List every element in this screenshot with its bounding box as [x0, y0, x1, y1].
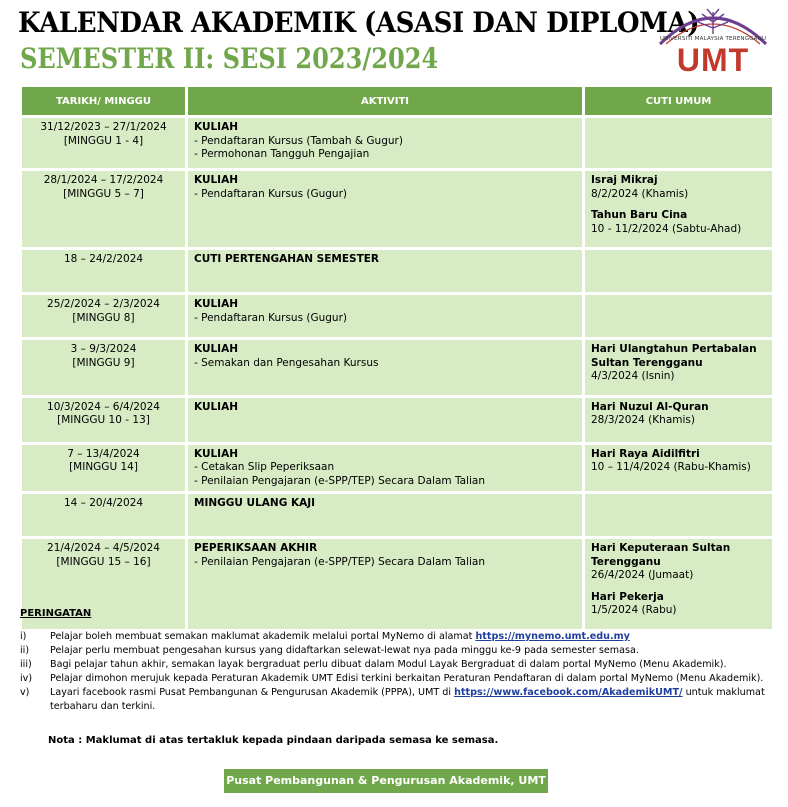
note-text-wrap	[50, 686, 780, 714]
activity-title: KULIAH	[194, 343, 238, 355]
holiday-name: Hari Ulangtahun Pertabalan Sultan Terengganu	[591, 343, 757, 369]
note-item	[20, 630, 780, 644]
activity-item: - Permohonan Tangguh Pengajian	[194, 148, 370, 160]
holiday-cell	[585, 171, 772, 247]
note-item	[20, 672, 780, 686]
holiday-date: 10 - 11/2/2024 (Sabtu-Ahad)	[591, 222, 742, 235]
date-cell	[22, 340, 185, 395]
note-number: iii)	[20, 659, 32, 670]
note-text: Pelajar boleh membuat semakan maklumat akademik melalui portal MyNemo di alamat	[50, 631, 476, 642]
date-range: 3 – 9/3/2024	[70, 343, 137, 355]
date-cell	[22, 445, 185, 492]
note-text-wrap	[50, 658, 780, 672]
date-cell	[22, 494, 185, 536]
date-range: 10/3/2024 – 6/4/2024	[47, 400, 160, 413]
footer-banner: Pusat Pembangunan & Pengurusan Akademik, UMT	[224, 769, 548, 793]
holiday-cell	[585, 295, 772, 337]
holiday-cell	[585, 250, 772, 292]
activity-item: - Pendaftaran Kursus (Gugur)	[194, 187, 347, 200]
date-range: 7 – 13/4/2024	[67, 447, 140, 460]
activity-cell	[188, 118, 582, 168]
activity-item: - Penilaian Pengajaran (e-SPP/TEP) Secara Dalam Talian	[194, 555, 485, 568]
holiday-date: 28/3/2024 (Khamis)	[591, 414, 695, 426]
activity-cell	[188, 295, 582, 337]
holiday-name: Hari Pekerja	[591, 590, 664, 603]
holiday-date: 4/3/2024 (Isnin)	[591, 370, 675, 382]
week-label: [MINGGU 14]	[69, 461, 138, 473]
date-cell	[22, 295, 185, 337]
table-header-row	[22, 87, 772, 115]
activity-title: MINGGU ULANG KAJI	[194, 497, 316, 509]
note-number: iv)	[20, 673, 33, 684]
holiday-cell	[585, 118, 772, 168]
holiday-entry	[591, 542, 766, 583]
activity-item: - Pendaftaran Kursus (Tambah & Gugur)	[194, 134, 403, 147]
table-row	[22, 250, 772, 292]
note-text-wrap	[50, 644, 780, 658]
note-text: Bagi pelajar tahun akhir, semakan layak bergraduat perlu dibuat dalam Modul Layak Bergraduat di dalam portal MyNemo (Menu Akademik).	[50, 659, 727, 670]
table-row	[22, 171, 772, 247]
date-range: 14 – 20/4/2024	[63, 497, 144, 509]
activity-cell	[188, 445, 582, 492]
note-number: v)	[20, 687, 30, 698]
holiday-date: 1/5/2024 (Rabu)	[591, 604, 677, 616]
umt-logo	[652, 0, 774, 78]
activity-title: KULIAH	[194, 174, 238, 186]
week-label: [MINGGU 10 - 13]	[57, 414, 150, 426]
holiday-name: Israj Mikraj	[591, 174, 658, 186]
date-cell	[22, 398, 185, 442]
table-row	[22, 340, 772, 395]
note-link[interactable]: https://mynemo.umt.edu.my	[475, 631, 630, 642]
activity-cell	[188, 171, 582, 247]
holiday-cell	[585, 494, 772, 536]
week-label: [MINGGU 9]	[72, 356, 135, 369]
holiday-entry	[591, 174, 766, 201]
holiday-entry	[591, 343, 766, 384]
date-cell	[22, 250, 185, 292]
activity-title: KULIAH	[194, 298, 238, 310]
week-label: [MINGGU 5 – 7]	[63, 187, 144, 200]
disclaimer-note: Nota : Maklumat di atas tertakluk kepada pindaan daripada semasa ke semasa.	[48, 735, 499, 746]
warning-title: PERINGATAN	[20, 608, 92, 619]
note-number: i)	[20, 631, 27, 642]
date-cell	[22, 118, 185, 168]
activity-title: KULIAH	[194, 447, 238, 460]
date-cell	[22, 171, 185, 247]
logo-university-name: UNIVERSITI MALAYSIA TERENGGANU	[659, 36, 767, 42]
date-range: 31/12/2023 – 27/1/2024	[40, 121, 167, 133]
note-item	[20, 658, 780, 672]
holiday-entry	[591, 209, 766, 236]
activity-item: - Penilaian Pengajaran (e-SPP/TEP) Secara Dalam Talian	[194, 474, 485, 487]
activity-title: KULIAH	[194, 121, 238, 133]
activity-title: CUTI PERTENGAHAN SEMESTER	[194, 253, 380, 265]
calendar-body	[22, 118, 772, 629]
holiday-name: Hari Raya Aidilfitri	[591, 447, 700, 460]
holiday-name: Tahun Baru Cina	[591, 209, 688, 221]
note-item	[20, 686, 780, 714]
note-number: ii)	[20, 645, 30, 656]
holiday-entry	[591, 448, 766, 475]
week-label: [MINGGU 8]	[72, 311, 135, 324]
table-row	[22, 445, 772, 492]
activity-title: PEPERIKSAAN AKHIR	[194, 542, 318, 554]
activity-title: KULIAH	[194, 400, 238, 413]
holiday-cell	[585, 539, 772, 629]
note-text-wrap	[50, 630, 780, 644]
activity-item: - Pendaftaran Kursus (Gugur)	[194, 311, 347, 324]
header-date: TARIKH/ MINGGU	[22, 87, 185, 115]
holiday-date: 10 – 11/4/2024 (Rabu-Khamis)	[591, 461, 751, 473]
holiday-cell	[585, 445, 772, 492]
activity-item: - Cetakan Slip Peperiksaan	[194, 461, 335, 473]
note-item	[20, 644, 780, 658]
page-title: KALENDAR AKADEMIK (ASASI DAN DIPLOMA)	[18, 6, 700, 39]
activity-cell	[188, 398, 582, 442]
header-activity: AKTIVITI	[188, 87, 582, 115]
note-text: Layari facebook rasmi Pusat Pembangunan & Pengurusan Akademik (PPPA), UMT di	[50, 687, 455, 698]
holiday-date: 26/4/2024 (Jumaat)	[591, 569, 694, 581]
holiday-name: Hari Keputeraan Sultan Terengganu	[591, 542, 731, 568]
note-text-wrap	[50, 672, 780, 686]
page-subtitle: SEMESTER II: SESI 2023/2024	[20, 42, 439, 75]
week-label: [MINGGU 1 - 4]	[63, 134, 144, 147]
holiday-entry	[591, 401, 766, 428]
holiday-cell	[585, 340, 772, 395]
note-link[interactable]: https://www.facebook.com/AkademikUMT/	[454, 687, 683, 698]
holiday-name: Hari Nuzul Al-Quran	[591, 400, 709, 413]
calendar-table	[19, 84, 775, 632]
note-text: Pelajar dimohon merujuk kepada Peraturan Akademik UMT Edisi terkini berkaitan Peraturan Pendaftaran di dalam portal MyNemo (Menu Akademik).	[50, 673, 764, 684]
activity-cell	[188, 539, 582, 629]
logo-abbreviation: UMT	[676, 42, 750, 78]
date-range: 28/1/2024 – 17/2/2024	[43, 174, 164, 186]
header-holiday: CUTI UMUM	[585, 87, 772, 115]
table-row	[22, 494, 772, 536]
holiday-date: 8/2/2024 (Khamis)	[591, 187, 689, 200]
table-row	[22, 295, 772, 337]
date-range: 18 – 24/2/2024	[63, 253, 144, 265]
table-row	[22, 398, 772, 442]
date-range: 25/2/2024 – 2/3/2024	[47, 298, 160, 310]
notes-list	[20, 630, 780, 714]
week-label: [MINGGU 15 – 16]	[56, 555, 151, 568]
activity-cell	[188, 340, 582, 395]
activity-cell	[188, 494, 582, 536]
holiday-entry	[591, 591, 766, 618]
note-text: Pelajar perlu membuat pengesahan kursus yang didaftarkan selewat-lewat nya pada minggu ke-9 pada semester semasa.	[50, 645, 639, 656]
note-text-after: untuk maklumat terbaharu dan terkini.	[50, 687, 765, 712]
table-row	[22, 539, 772, 629]
date-range: 21/4/2024 – 4/5/2024	[47, 542, 160, 554]
activity-cell	[188, 250, 582, 292]
holiday-cell	[585, 398, 772, 442]
table-row	[22, 118, 772, 168]
activity-item: - Semakan dan Pengesahan Kursus	[194, 356, 379, 369]
